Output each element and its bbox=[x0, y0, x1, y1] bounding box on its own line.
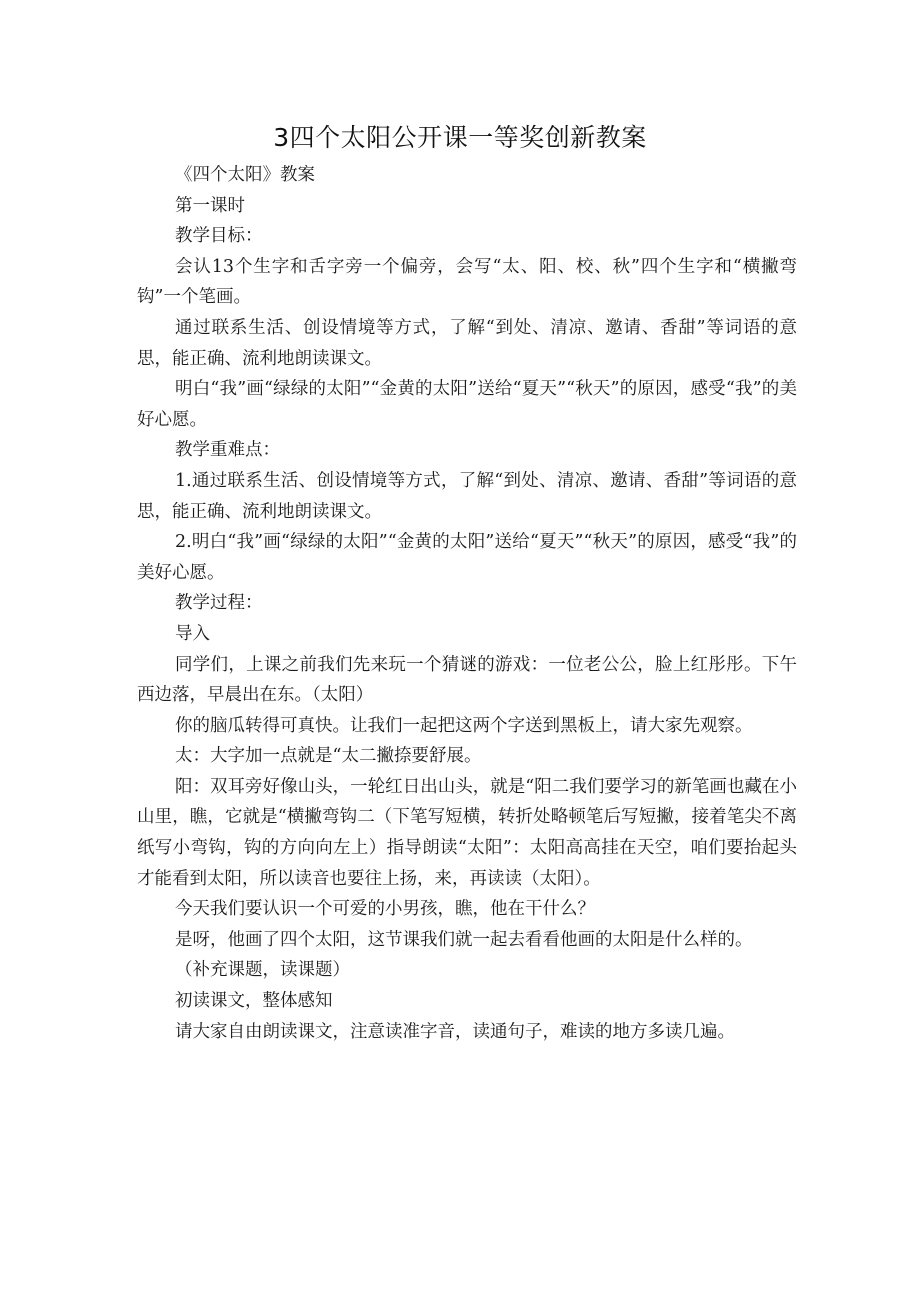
paragraph: 太：大字加一点就是“太二撇捺要舒展。 bbox=[175, 746, 482, 767]
paragraph: 第一课时 bbox=[175, 195, 245, 216]
document-body bbox=[137, 160, 797, 1047]
paragraph: 2.明白“我”画“绿绿的太阳”“金黄的太阳”送给“夏天”“秋天”的原因，感受“我”的美好心愿。 bbox=[137, 532, 797, 583]
paragraph: 明白“我”画“绿绿的太阳”“金黄的太阳”送给“夏天”“秋天”的原因，感受“我”的美好心愿。 bbox=[137, 379, 797, 430]
paragraph: 1.通过联系生活、创设情境等方式，了解“到处、清凉、邀请、香甜”等词语的意思，能正确、流利地朗读课文。 bbox=[137, 470, 797, 522]
paragraph: 是呀，他画了四个太阳，这节课我们就一起去看看他画的太阳是什么样的。 bbox=[175, 929, 753, 950]
paragraph: 初读课文，整体感知 bbox=[175, 991, 333, 1012]
paragraph: 《四个太阳》教案 bbox=[175, 165, 315, 185]
document-title: 3四个太阳公开课一等奖创新教案 bbox=[273, 123, 647, 152]
paragraph: 通过联系生活、创设情境等方式，了解“到处、清凉、邀请、香甜”等词语的意思，能正确、流利地朗读课文。 bbox=[137, 317, 797, 369]
paragraph: 同学们，上课之前我们先来玩一个猜谜的游戏：一位老公公，脸上红彤彤。下午西边落，早晨出在东。（太阳） bbox=[137, 654, 797, 706]
paragraph: 教学重难点： bbox=[175, 440, 280, 461]
paragraph: 教学过程： bbox=[175, 593, 263, 614]
paragraph: 导入 bbox=[175, 623, 210, 644]
paragraph: 教学目标： bbox=[175, 226, 263, 247]
paragraph: 请大家自由朗读课文，注意读准字音，读通句子，难读的地方多读几遍。 bbox=[175, 1021, 735, 1042]
paragraph: 你的脑瓜转得可真快。让我们一起把这两个字送到黑板上，请大家先观察。 bbox=[175, 715, 753, 736]
paragraph: 今天我们要认识一个可爱的小男孩，瞧，他在干什么？ bbox=[175, 899, 595, 920]
paragraph: 阳：双耳旁好像山头，一轮红日出山头，就是“阳二我们要学习的新笔画也藏在小山里，瞧，它就是“横撇弯钩二（下笔写短横，转折处略顿笔后写短撇，接着笔尖不离纸写小弯钩，钩的方向向左上）指导朗读“太阳”：太阳高高挂在天空，咱们要抬起头才能看到太阳，所以读音也要往上扬，来，再读读（太阳）。 bbox=[137, 776, 797, 889]
paragraph: （补充课题，读课题） bbox=[175, 960, 350, 981]
paragraph: 会认13个生字和舌字旁一个偏旁，会写“太、阳、校、秋”四个生字和“横撇弯钩”一个笔画。 bbox=[137, 256, 797, 308]
